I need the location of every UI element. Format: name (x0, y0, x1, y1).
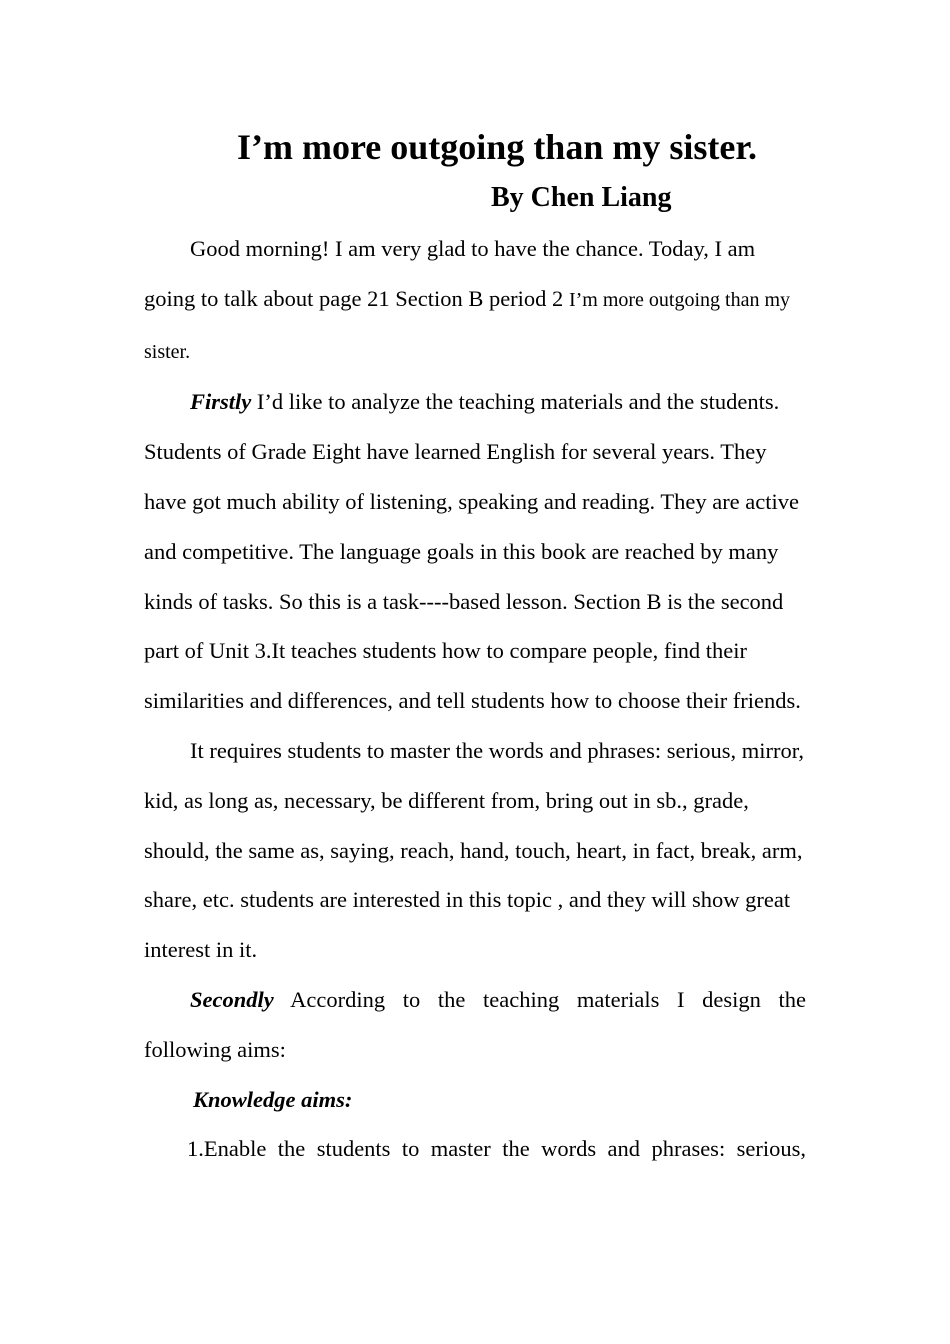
document-author: By Chen Liang (491, 182, 672, 213)
paragraph-requirements (144, 726, 806, 975)
paragraph-firstly-lead: Firstly (190, 389, 252, 415)
paragraph-requirements-text: It requires students to master the words and phrases: serious, mirror, kid, as long as, necessary, be different from, bring out in sb., grade, should, the same as, saying, reach, hand, touch, heart, in fact, break, arm, share, etc. students are interested in this topic , and they will show great interest in it. (144, 737, 804, 963)
paragraph-firstly (144, 377, 806, 726)
document-body (144, 224, 806, 1174)
paragraph-secondly-lead: Secondly (190, 986, 274, 1012)
paragraph-secondly (144, 975, 806, 1025)
paragraph-firstly-text: I’d like to analyze the teaching materials and the students. Students of Grade Eight have learned English for several years. They have got much ability of listening, speaking and reading. They are active and competitive. The language goals in this book are reached by many kinds of tasks. So this is a task----based lesson. Section B is the second part of Unit 3.It teaches students how to compare people, find their similarities and differences, and tell students how to choose their friends. (144, 389, 801, 714)
paragraph-intro-text: Good morning! I am very glad to have the chance. Today, I am going to talk about page 21 Section B period 2 (144, 236, 756, 311)
paragraph-secondly-continuation: following aims: (144, 1036, 286, 1062)
list-item-1: 1.Enable the students to master the words and phrases: serious, (187, 1136, 806, 1162)
document-title: I’m more outgoing than my sister. (237, 127, 757, 167)
paragraph-intro (144, 224, 806, 377)
paragraph-secondly-text: According to the teaching materials I design the (273, 986, 806, 1012)
paragraph-intro-lesson-title: I’m more outgoing than my sister. (144, 288, 791, 363)
knowledge-aims-heading: Knowledge aims: (193, 1086, 353, 1112)
